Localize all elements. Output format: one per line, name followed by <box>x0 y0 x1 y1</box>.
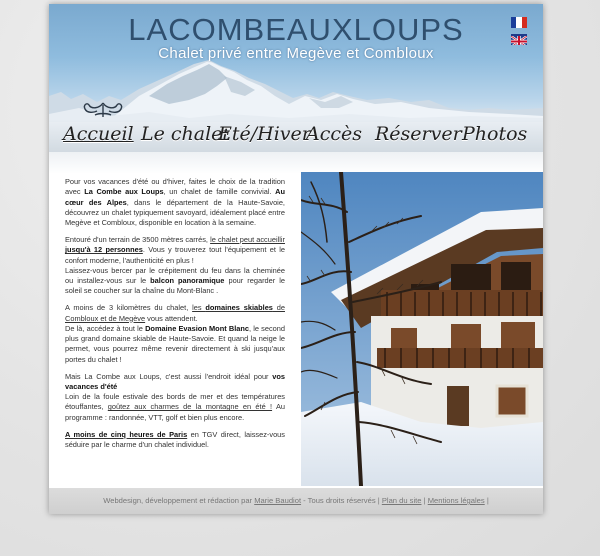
main-navigation <box>49 120 543 152</box>
paragraph: A moins de 3 kilomètres du chalet, les domaines skiables de Combloux et de Megève vous attendent. De là, accédez à tout le Domaine Evasion Mont Blanc, le second plus grand domaine skiable de Haute-Savoie. Et quand la neige le permet, vous pourrez même revenir directement à ski jusqu'aux portes du chalet ! <box>65 303 285 364</box>
summer-link[interactable]: goûtez aux charmes de la montagne en été ! <box>107 402 273 412</box>
header-banner <box>49 4 543 122</box>
page-container <box>49 4 543 514</box>
intro-text <box>65 177 285 457</box>
ornament-icon <box>81 101 125 121</box>
paragraph: Mais La Combe aux Loups, c'est aussi l'endroit idéal pour vos vacances d'été Loin de la foule estivale des bords de mer et des températures étouffantes, goûtez aux charmes de la montagne en été ! Au programme : randonnée, VTT, golf et bien plus encore. <box>65 371 285 422</box>
paragraph: A moins de cinq heures de Paris en TGV direct, laissez-vous séduire par le charme d'un chalet individuel. <box>65 429 285 449</box>
nav-item-le-chalet[interactable]: Le chalet <box>141 123 231 145</box>
legal-link[interactable]: Mentions légales <box>427 496 485 505</box>
footer: Webdesign, développement et rédaction par Marie Baudiot - Tous droits réservés | Plan du site | Mentions légales | <box>49 488 543 514</box>
sitemap-link[interactable]: Plan du site <box>381 496 422 505</box>
nav-item-ete-hiver[interactable]: Eté/Hiver <box>218 123 311 145</box>
english-flag-icon[interactable] <box>511 34 527 45</box>
nav-item-photos[interactable]: Photos <box>462 123 528 145</box>
capacity-link[interactable]: le chalet peut accueillir jusqu'à 12 personnes <box>65 234 285 255</box>
ski-domains-link[interactable]: les domaines skiables de Combloux et de Megève <box>65 303 285 323</box>
author-link[interactable]: Marie Baudiot <box>254 496 302 505</box>
nav-item-accueil[interactable]: Accueil <box>63 123 134 145</box>
paris-link[interactable]: A moins de cinq heures de Paris <box>65 429 188 439</box>
paragraph: Pour vos vacances d'été ou d'hiver, faites le choix de la tradition avec La Combe aux Loups, un chalet de famille convivial. Au cœur des Alpes, dans le département de la Haute-Savoie, découvrez un chalet typiquement savoyard, idéalement placé entre Megève et Combloux, disponible en location à la semaine. <box>65 177 285 228</box>
chalet-photo <box>301 172 543 486</box>
site-subtitle: Chalet privé entre Megève et Combloux <box>158 45 434 62</box>
nav-item-acces[interactable]: Accès <box>306 123 362 145</box>
site-logo[interactable]: LACOMBEAUXLOUPS <box>128 12 464 47</box>
french-flag-icon[interactable] <box>511 17 527 28</box>
paragraph: Entouré d'un terrain de 3500 mètres carrés, le chalet peut accueillir jusqu'à 12 personnes. Vous y trouverez tout l'équipement et le confort moderne, l'authenticité en plus ! Laissez-vous bercer par le crépitement du feu dans la cheminée ou installez-vous sur le balcon panoramique pour regarder le soleil se coucher sur la chaîne du Mont-Blanc . <box>65 234 286 296</box>
nav-shadow-band <box>49 152 543 174</box>
nav-item-reserver[interactable]: Réserver <box>375 123 462 145</box>
